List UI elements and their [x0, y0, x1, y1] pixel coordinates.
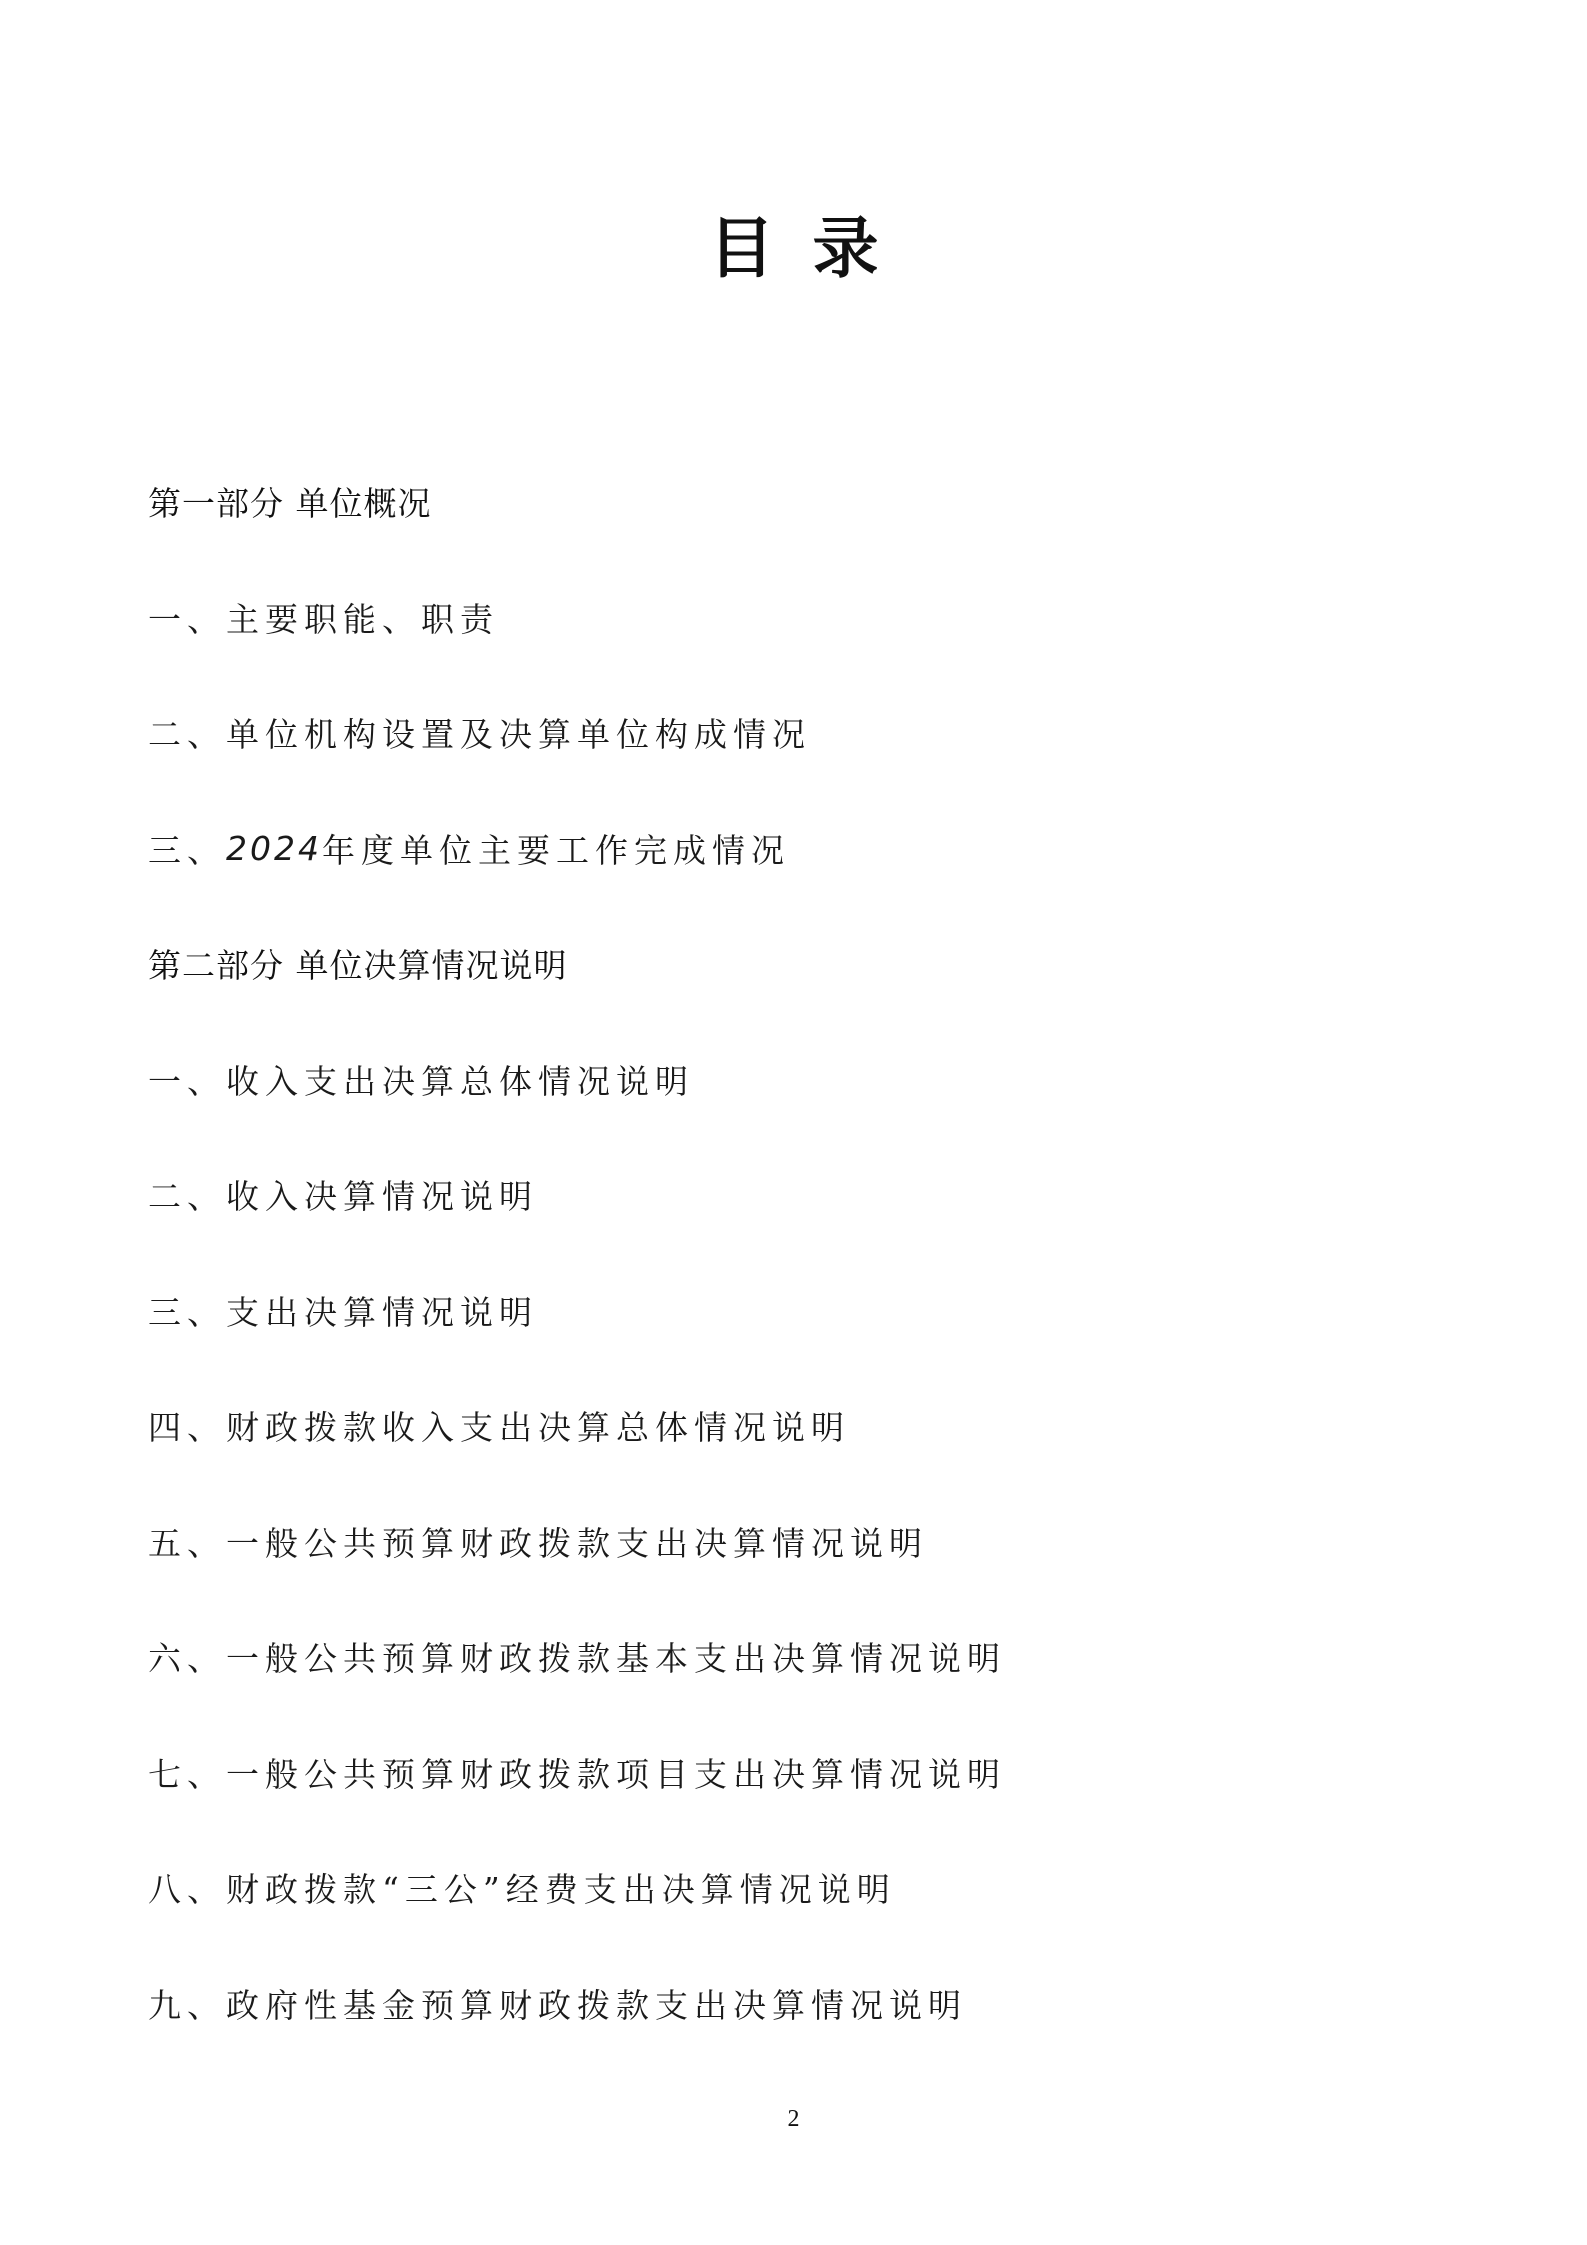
- toc-item: 三、支出决算情况说明: [148, 1292, 538, 1332]
- toc-item: 九、政府性基金预算财政拨款支出决算情况说明: [148, 1985, 967, 2025]
- toc-item: 二、单位机构设置及决算单位构成情况: [148, 715, 811, 755]
- toc-item-year: 2024: [226, 828, 322, 868]
- toc-part-heading-2: 第二部分 单位决算情况说明: [148, 946, 568, 986]
- toc-item: 一、收入支出决算总体情况说明: [148, 1061, 694, 1101]
- toc-item: 四、财政拨款收入支出决算总体情况说明: [148, 1408, 850, 1448]
- toc-item: [148, 791, 1448, 907]
- toc-item: 一、主要职能、职责: [148, 599, 499, 639]
- toc-item: 七、一般公共预算财政拨款项目支出决算情况说明: [148, 1754, 1006, 1794]
- page-title: 目录: [708, 209, 917, 287]
- page-number: 2: [787, 2106, 800, 2132]
- toc-item: 六、一般公共预算财政拨款基本支出决算情况说明: [148, 1639, 1006, 1679]
- toc-item-prefix: 三、: [148, 830, 226, 870]
- toc-part-heading-1: 第一部分 单位概况: [148, 484, 432, 524]
- toc-item: 二、收入决算情况说明: [148, 1177, 538, 1217]
- toc-item: 五、一般公共预算财政拨款支出决算情况说明: [148, 1523, 928, 1563]
- table-of-contents: [148, 444, 1448, 2061]
- toc-item: 八、财政拨款“三公”经费支出决算情况说明: [148, 1870, 896, 1910]
- toc-item-text: 年度单位主要工作完成情况: [321, 830, 790, 870]
